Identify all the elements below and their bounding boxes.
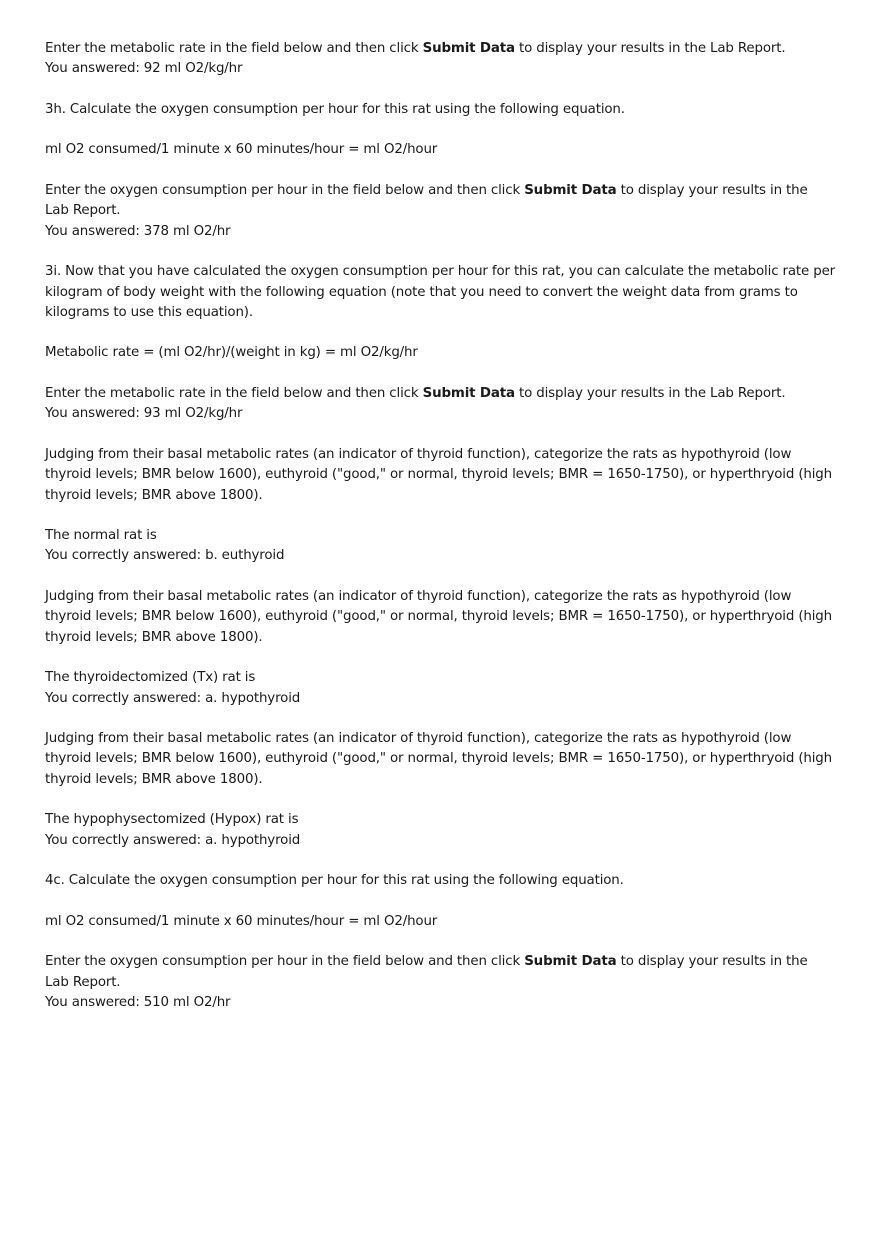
question-text: 3h. Calculate the oxygen consumption per hour for this rat using the following equation. [45, 101, 625, 117]
instruction-text: Enter the oxygen consumption per hour in the field below and then click [45, 954, 521, 970]
qa-block [45, 810, 835, 851]
submit-data-label: Submit Data [422, 41, 515, 56]
question-text: 3i. Now that you have calculated the oxygen consumption per hour for this rat, you can calculate the metabolic rate per kilogram of body weight with the following equation (note that you need to convert the weight data from grams to kilograms to use this equation). [45, 264, 836, 320]
question-prompt: The normal rat is [45, 528, 157, 544]
answer-text: You answered: 93 ml O2/kg/hr [45, 406, 243, 422]
submit-data-label: Submit Data [524, 954, 617, 970]
instruction-block [45, 952, 835, 1013]
qa-block [45, 526, 835, 567]
question-text: Judging from their basal metabolic rates (an indicator of thyroid function), categorize the rats as hypothyroid (low thyroid levels; BMR below 1600), euthyroid ("good," or normal, thyroid levels; BMR = 1650-1750), or hyperthryoid (high thyroid levels; BMR above 1800). [45, 731, 832, 787]
answer-text: You answered: 510 ml O2/hr [45, 994, 231, 1010]
instruction-text: to display your results in the Lab Report. [45, 954, 808, 990]
instruction-block [45, 384, 835, 425]
lab-report-page [45, 39, 835, 1034]
answer-text: You answered: 92 ml O2/kg/hr [45, 61, 243, 77]
equation-text: ml O2 consumed/1 minute x 60 minutes/hour = ml O2/hour [45, 913, 438, 929]
equation-text: ml O2 consumed/1 minute x 60 minutes/hour = ml O2/hour [45, 142, 438, 158]
instruction-text: to display your results in the Lab Report. [519, 386, 786, 402]
qa-block [45, 668, 835, 709]
question-text: 4c. Calculate the oxygen consumption per hour for this rat using the following equation. [45, 873, 624, 889]
instruction-text: to display your results in the Lab Report. [45, 183, 808, 219]
question-prompt: The thyroidectomized (Tx) rat is [45, 670, 256, 686]
equation-text: Metabolic rate = (ml O2/hr)/(weight in kg) = ml O2/kg/hr [45, 345, 418, 361]
instruction-text: to display your results in the Lab Report. [519, 41, 786, 56]
submit-data-label: Submit Data [422, 386, 515, 402]
instruction-text: Enter the metabolic rate in the field below and then click [45, 41, 419, 56]
instruction-block [45, 181, 835, 242]
submit-data-label: Submit Data [524, 183, 617, 199]
instruction-block [45, 39, 835, 80]
question-text: Judging from their basal metabolic rates (an indicator of thyroid function), categorize the rats as hypothyroid (low thyroid levels; BMR below 1600), euthyroid ("good," or normal, thyroid levels; BMR = 1650-1750), or hyperthryoid (high thyroid levels; BMR above 1800). [45, 446, 832, 503]
answer-text: You correctly answered: b. euthyroid [45, 548, 285, 564]
instruction-text: Enter the metabolic rate in the field below and then click [45, 386, 419, 402]
answer-text: You answered: 378 ml O2/hr [45, 223, 231, 239]
instruction-text: Enter the oxygen consumption per hour in the field below and then click [45, 183, 521, 199]
answer-text: You correctly answered: a. hypothyroid [45, 690, 301, 706]
question-text: Judging from their basal metabolic rates (an indicator of thyroid function), categorize the rats as hypothyroid (low thyroid levels; BMR below 1600), euthyroid ("good," or normal, thyroid levels; BMR = 1650-1750), or hyperthryoid (high thyroid levels; BMR above 1800). [45, 589, 832, 645]
answer-text: You correctly answered: a. hypothyroid [45, 832, 301, 848]
question-prompt: The hypophysectomized (Hypox) rat is [45, 812, 299, 828]
